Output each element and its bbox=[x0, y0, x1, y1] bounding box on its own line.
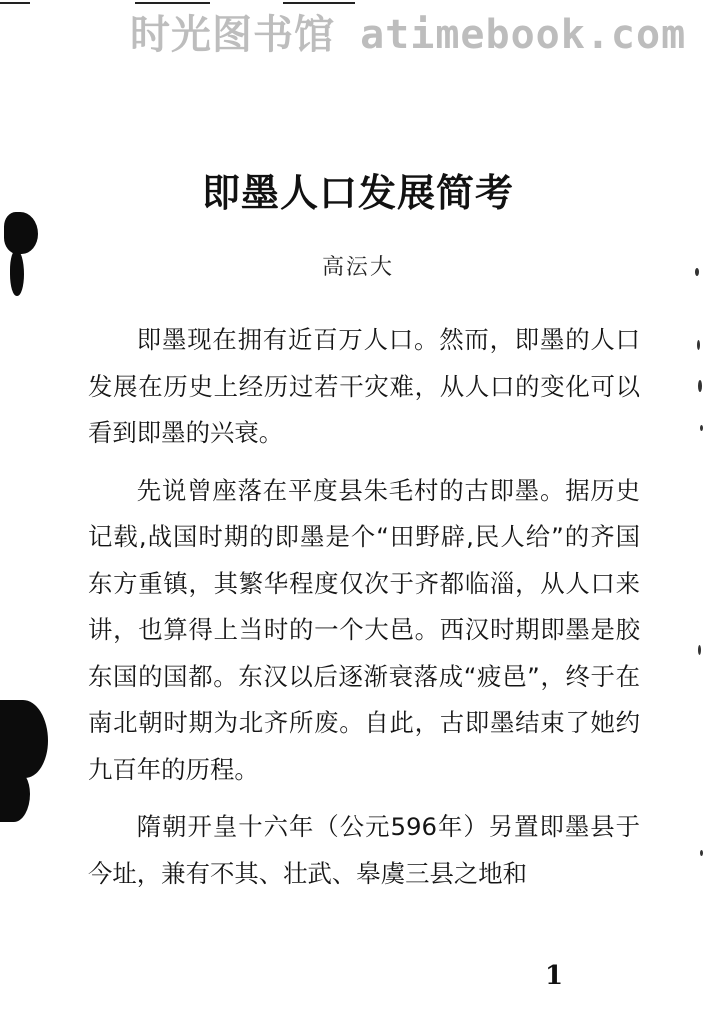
top-rule-right bbox=[283, 2, 355, 4]
author-name: 高沄大 bbox=[321, 255, 394, 280]
top-rule-left bbox=[0, 2, 30, 4]
top-rule-middle bbox=[135, 2, 210, 4]
speck bbox=[698, 380, 702, 392]
speck bbox=[698, 645, 701, 655]
ink-blot-upper-drip bbox=[10, 250, 24, 296]
paragraph-3: 隋朝开皇十六年（公元596年）另置即墨县于今址，兼有不其、壮武、皋虞三县之地和 bbox=[88, 812, 640, 888]
speck bbox=[695, 268, 699, 276]
watermark: 时光图书馆 atimebook.com bbox=[130, 12, 687, 58]
article-body bbox=[88, 317, 640, 908]
paragraph-2: 先说曾座落在平度县朱毛村的古即墨。据历史记载,战国时期的即墨是个“田野辟,民人给”的齐国东方重镇，其繁华程度仅次于齐都临淄，从人口来讲，也算得上当时的一个大邑。西汉时期即墨是胶东国的国都。东汉以后逐渐衰落成“疲邑”，终于在南北朝时期为北齐所废。自此，古即墨结束了她约九百年的历程。 bbox=[88, 475, 640, 784]
paragraph-1: 即墨现在拥有近百万人口。然而，即墨的人口发展在历史上经历过若干灾难，从人口的变化可以看到即墨的兴衰。 bbox=[88, 325, 640, 447]
speck bbox=[697, 340, 700, 350]
ink-blot-lower bbox=[0, 700, 48, 778]
ink-blot-upper bbox=[4, 212, 38, 254]
article-title: 即墨人口发展简考 bbox=[201, 170, 514, 215]
page-number: 1 bbox=[545, 961, 564, 991]
speck bbox=[700, 425, 703, 431]
speck bbox=[700, 850, 703, 856]
ink-blot-lower-tail bbox=[0, 770, 30, 822]
